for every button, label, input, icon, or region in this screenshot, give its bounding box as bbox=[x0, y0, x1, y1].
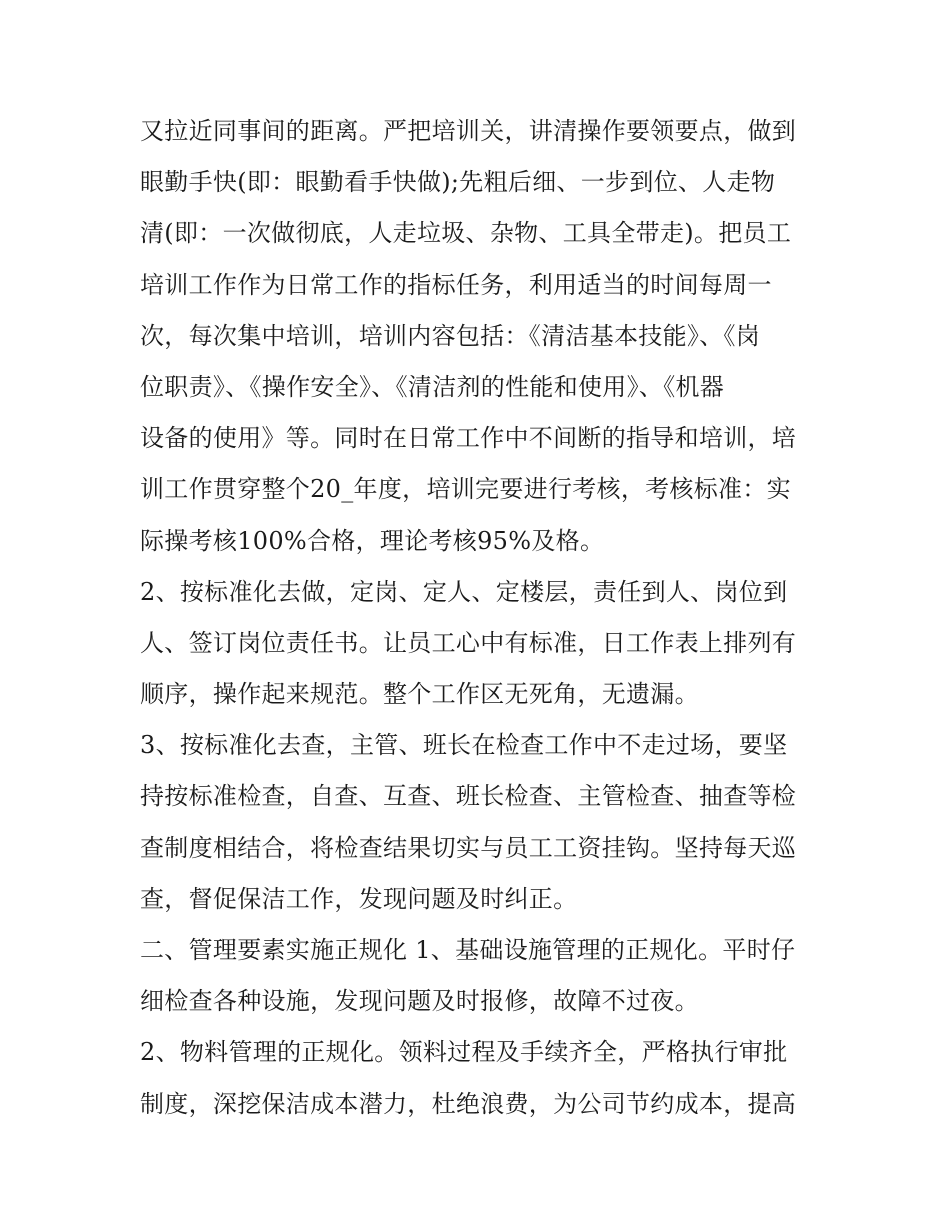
text-line: 查制度相结合，将检查结果切实与员工工资挂钩。坚持每天巡 bbox=[140, 833, 797, 862]
text-line: 查，督促保洁工作，发现问题及时纠正。 bbox=[140, 884, 578, 913]
text-line: 3、按标准化去查，主管、班长在检查工作中不走过场，要坚 bbox=[140, 731, 788, 760]
text-line: 2、物料管理的正规化。领料过程及手续齐全，严格执行审批 bbox=[140, 1038, 788, 1067]
text-line: 二、管理要素实施正规化 1、基础设施管理的正规化。平时仔 bbox=[140, 936, 796, 964]
text-line: 顺序，操作起来规范。整个工作区无死角，无遗漏。 bbox=[140, 680, 699, 709]
text-line: 际操考核100%合格，理论考核95%及格。 bbox=[140, 526, 605, 555]
text-line: 训工作贯穿整个20_年度，培训完要进行考核，考核标准：实 bbox=[140, 475, 791, 504]
text-line: 清(即：一次做彻底，人走垃圾、杂物、工具全带走)。把员工 bbox=[140, 219, 792, 248]
text-line: 位职责》、《操作安全》、《清洁剂的性能和使用》、《机器 bbox=[140, 372, 725, 401]
text-line: 持按标准检查，自查、互查、班长检查、主管检查、抽查等检 bbox=[140, 782, 797, 811]
text-line: 眼勤手快(即：眼勤看手快做);先粗后细、一步到位、人走物 bbox=[140, 168, 776, 197]
text-line: 人、签订岗位责任书。让员工心中有标准，日工作表上排列有 bbox=[140, 628, 797, 657]
text-line: 次，每次集中培训，培训内容包括：《清洁基本技能》、《岗 bbox=[140, 321, 761, 350]
text-line: 制度，深挖保洁成本潜力，杜绝浪费，为公司节约成本，提高 bbox=[140, 1089, 797, 1118]
text-line: 又拉近同事间的距离。严把培训关，讲清操作要领要点，做到 bbox=[140, 117, 797, 145]
text-line: 设备的使用》等。同时在日常工作中不间断的指导和培训，培 bbox=[140, 424, 797, 453]
body-text bbox=[140, 106, 820, 1130]
text-line: 培训工作作为日常工作的指标任务，利用适当的时间每周一 bbox=[140, 270, 772, 299]
text-line: 细检查各种设施，发现问题及时报修，故障不过夜。 bbox=[140, 987, 699, 1016]
text-line: 2、按标准化去做，定岗、定人、定楼层，责任到人、岗位到 bbox=[140, 577, 788, 606]
